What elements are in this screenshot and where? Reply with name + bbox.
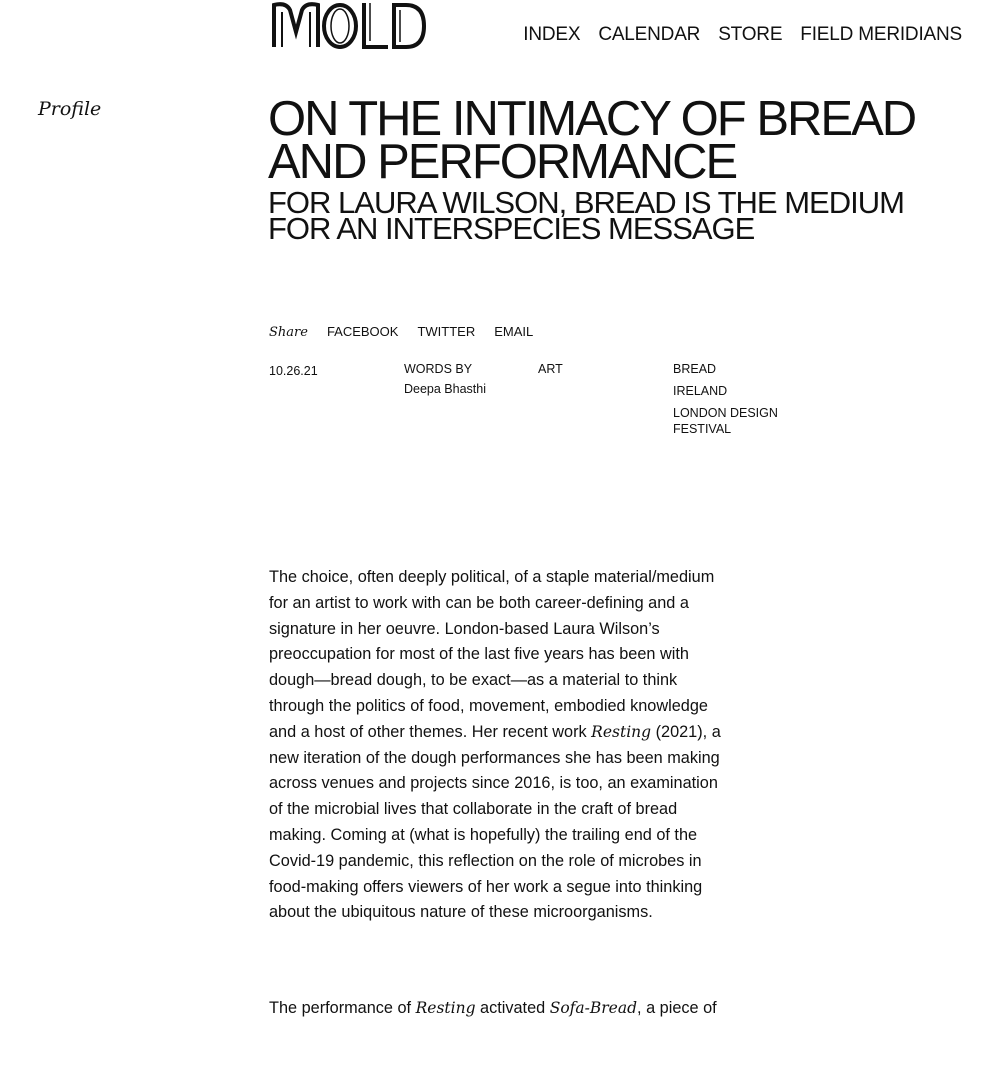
nav-field-meridians[interactable]: FIELD MERIDIANS [800,24,962,45]
share-twitter-link[interactable]: TWITTER [417,324,476,339]
section-label[interactable]: Profile [38,98,102,120]
article-title: ON THE INTIMACY OF BREAD AND PERFORMANCE [268,92,916,189]
nav-store[interactable]: STORE [718,24,783,45]
paragraph [269,996,734,1022]
paragraph-text: activated [475,999,550,1018]
article-subtitle: FOR LAURA WILSON, BREAD IS THE MEDIUM FOR AN INTERSPECIES MESSAGE [268,185,904,246]
tag-bread[interactable]: BREAD [673,362,717,376]
paragraph [269,565,734,926]
artwork-title: Resting [591,722,652,741]
tag-london-design-festival[interactable]: LONDON DESIGN FESTIVAL [673,406,778,436]
artwork-title: Resting [415,999,476,1018]
paragraph-text: The choice, often deeply political, of a staple material/medium for an artist to work with can be both career-defining and a signature in her oeuvre. London-based Laura Wilson’s preoccupation for most of the last five years has been with dough—bread dough, to be exact—as a material to think through the politics of food, movement, embodied knowledge and a host of other themes. Her recent work [269,568,715,741]
nav-calendar[interactable]: CALENDAR [598,24,701,45]
logo-wordmark [272,0,427,50]
author-link[interactable]: Deepa Bhasthi [404,382,487,396]
share-bar [269,324,552,340]
paragraph-text: The performance of [269,999,416,1018]
byline [404,361,486,397]
publish-date: 10.26.21 [269,364,318,378]
share-facebook-link[interactable]: FACEBOOK [326,324,399,339]
share-email-link[interactable]: EMAIL [494,324,534,339]
share-label: Share [269,325,308,340]
tag-list [673,361,783,443]
site-logo[interactable] [272,0,427,50]
paragraph-text: (2021), a new iteration of the dough performances she has been making across venues and projects since 2016, is too, an examination of the microbial lives that collaborate in the craft of bread making. Coming at (what is hopefully) the trailing end of the Covid-19 pandemic, this reflection on the role of microbes in food-making offers viewers of her work a segue into thinking about the ubiquitous nature of these microorganisms. [269,722,721,922]
paragraph-text: , a piece of [637,999,717,1018]
category-link[interactable]: ART [538,362,563,376]
nav-index[interactable]: INDEX [523,24,581,45]
words-by-label: WORDS BY [404,362,473,376]
tag-ireland[interactable]: IRELAND [673,384,728,398]
article-body [269,565,734,1092]
artwork-title: Sofa-Bread [549,999,638,1018]
main-nav [523,24,962,46]
